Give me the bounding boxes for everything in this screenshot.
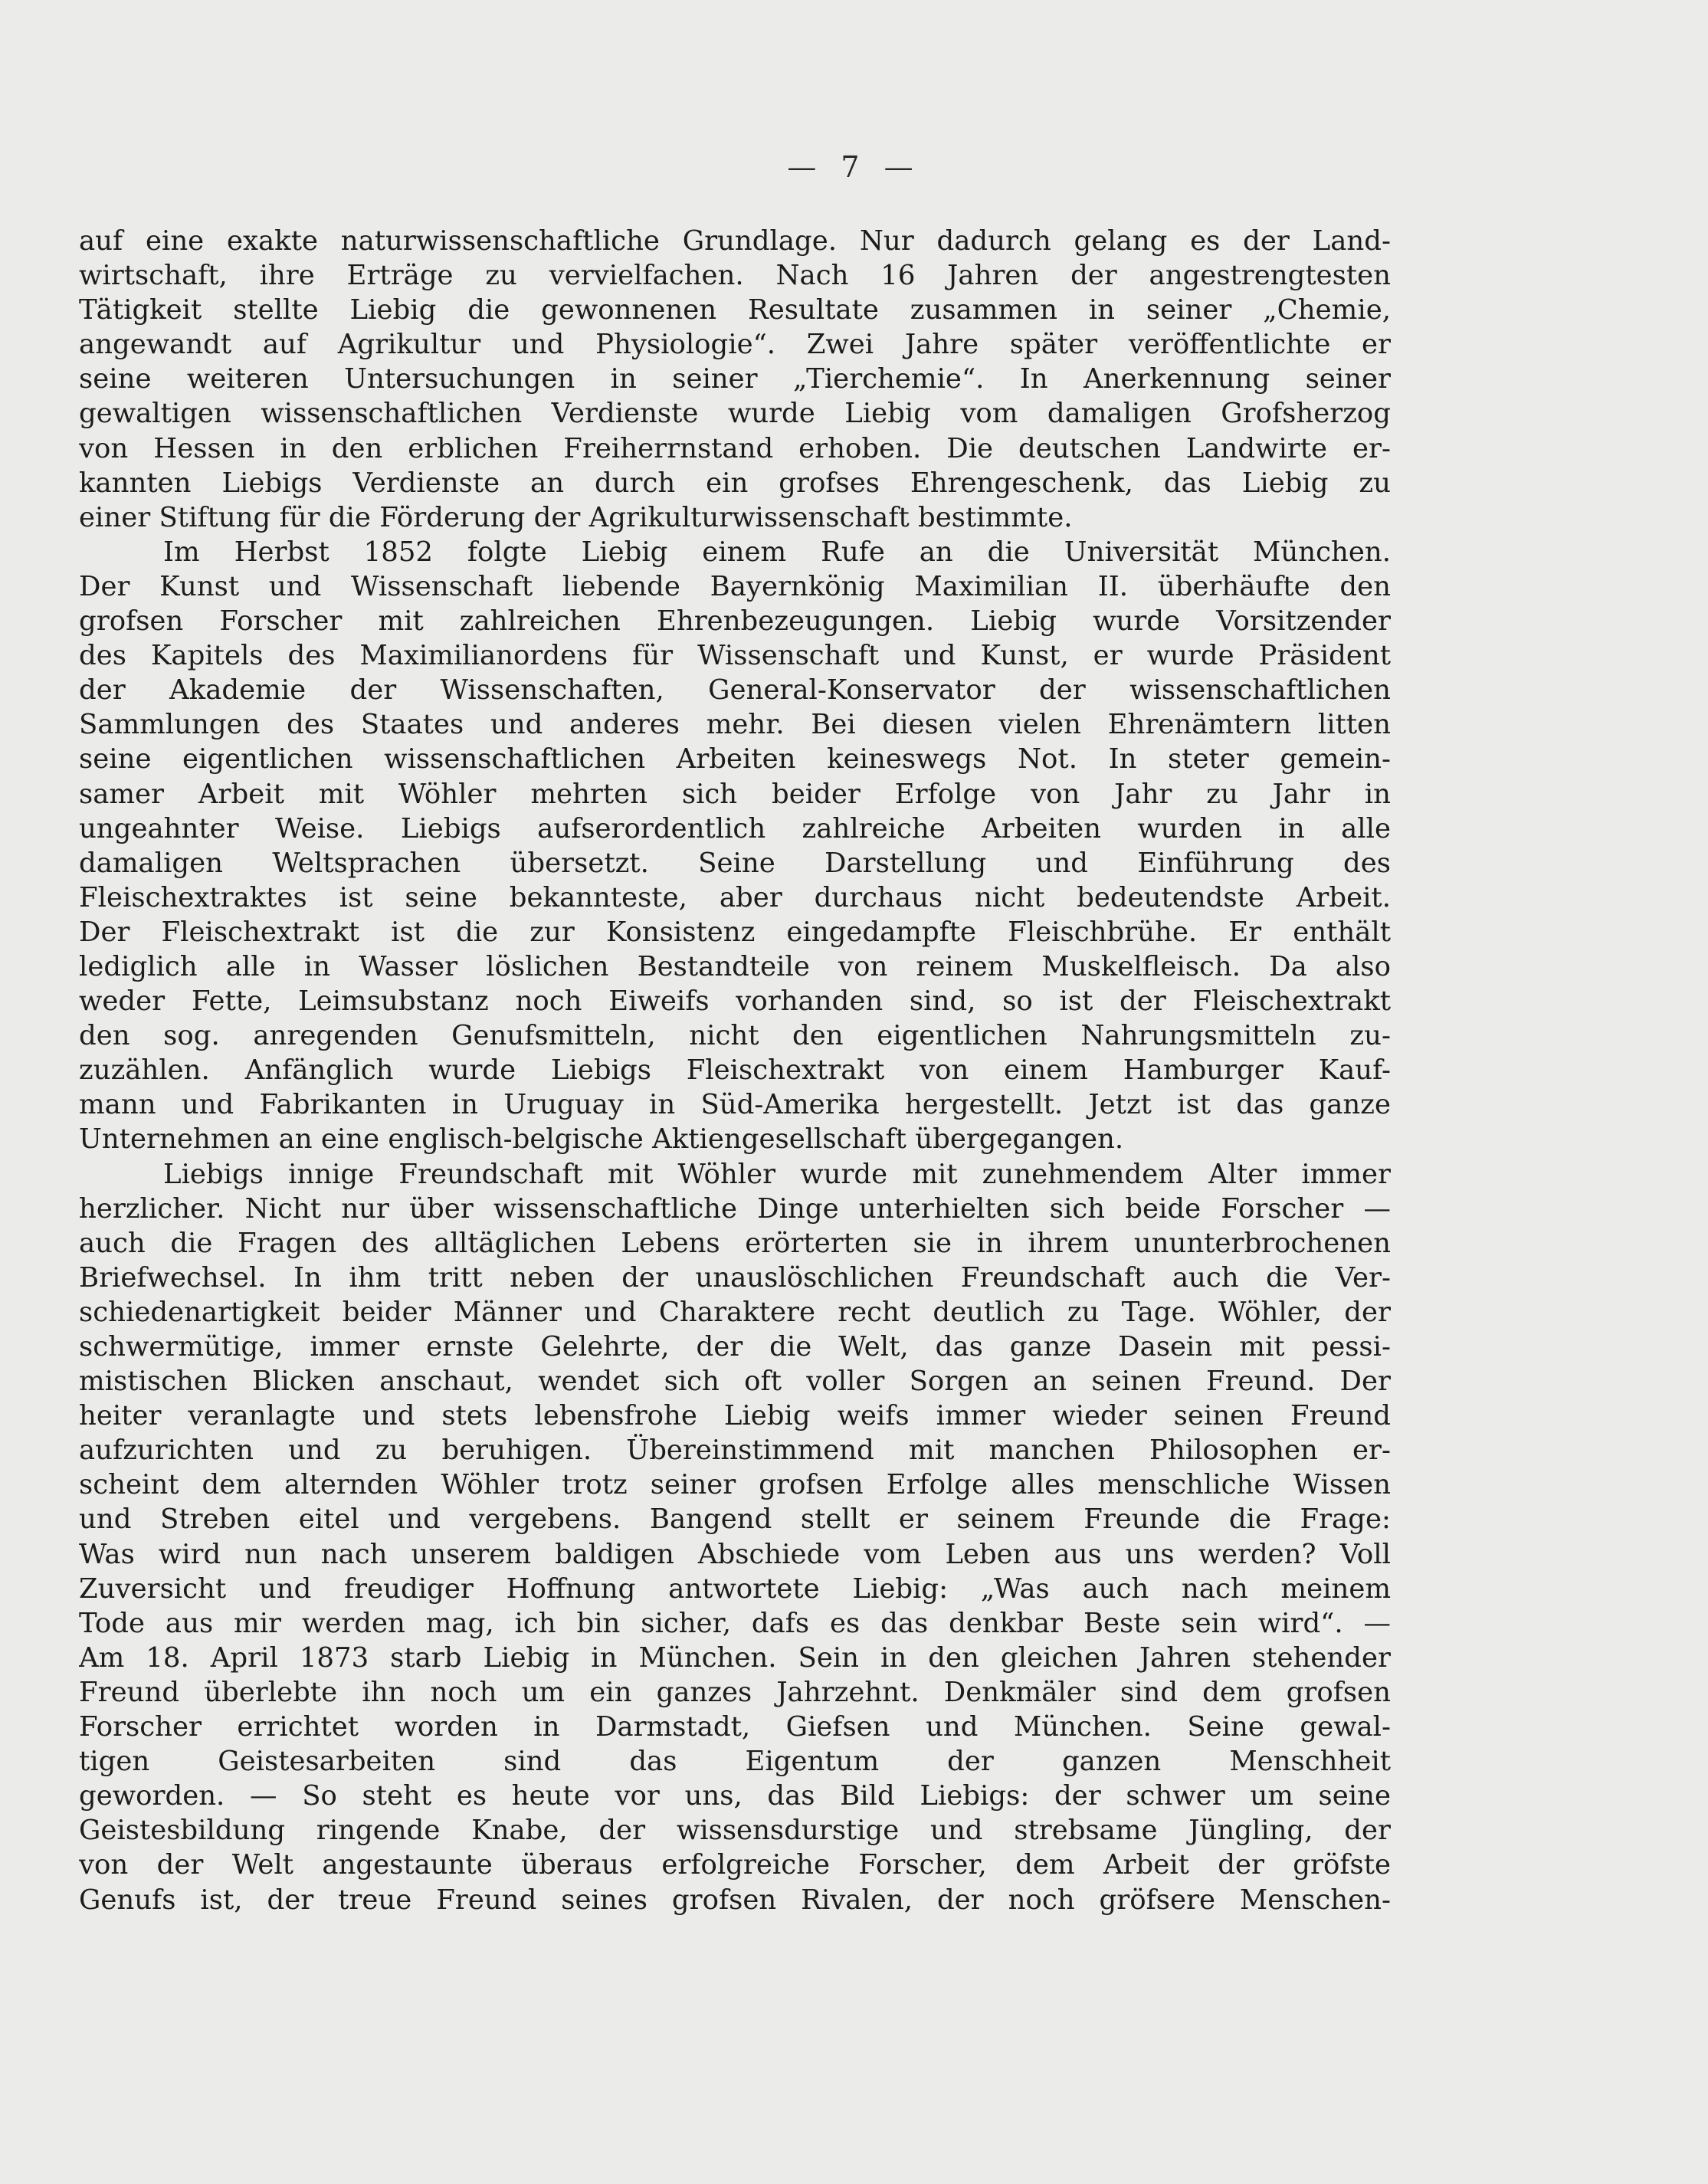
text-line: scheint dem alternden Wöhler trotz seiner grofsen Erfolge alles menschliche Wissen bbox=[79, 1469, 1391, 1501]
text-line: Forscher errichtet worden in Darmstadt, Giefsen und München. Seine gewal- bbox=[79, 1711, 1391, 1743]
text-line: Was wird nun nach unserem baldigen Abschiede vom Leben aus uns werden? Voll bbox=[79, 1538, 1391, 1570]
text-line: seine eigentlichen wissenschaftlichen Arbeiten keineswegs Not. In steter gemein- bbox=[79, 743, 1391, 776]
text-line: Freund überlebte ihn noch um ein ganzes Jahrzehnt. Denkmäler sind dem grofsen bbox=[79, 1676, 1391, 1708]
text-line: mistischen Blicken anschaut, wendet sich oft voller Sorgen an seinen Freund. Der bbox=[79, 1366, 1391, 1398]
text-line: und Streben eitel und vergebens. Bangend stellt er seinem Freunde die Frage: bbox=[79, 1504, 1391, 1536]
page-number: — 7 — bbox=[787, 150, 921, 184]
text-line: kannten Liebigs Verdienste an durch ein grofses Ehrengeschenk, das Liebig zu bbox=[79, 467, 1391, 499]
text-line: Geistesbildung ringende Knabe, der wissensdurstige und strebsame Jüngling, der bbox=[79, 1815, 1391, 1847]
paragraph-start-line: Im Herbst 1852 folgte Liebig einem Rufe an die Universität München. bbox=[163, 536, 1391, 568]
text-line: Zuversicht und freudiger Hoffnung antwortete Liebig: „Was auch nach meinem bbox=[79, 1572, 1391, 1605]
text-line: angewandt auf Agrikultur und Physiologie“. Zwei Jahre später veröffentlichte er bbox=[79, 329, 1391, 361]
text-line: auch die Fragen des alltäglichen Lebens erörterten sie in ihrem ununterbrochenen bbox=[79, 1227, 1391, 1259]
text-line: Fleischextraktes ist seine bekannteste, aber durchaus nicht bedeutendste Arbeit. bbox=[79, 881, 1391, 913]
text-line: Am 18. April 1873 starb Liebig in München. Sein in den gleichen Jahren stehender bbox=[79, 1641, 1391, 1674]
text-line: der Akademie der Wissenschaften, General-Konservator der wissenschaftlichen bbox=[79, 674, 1391, 707]
text-line: aufzurichten und zu beruhigen. Übereinstimmend mit manchen Philosophen er- bbox=[79, 1435, 1391, 1467]
text-line: von der Welt angestaunte überaus erfolgreiche Forscher, dem Arbeit der gröfste bbox=[79, 1849, 1391, 1881]
text-line: samer Arbeit mit Wöhler mehrten sich beider Erfolge von Jahr zu Jahr in bbox=[79, 778, 1391, 810]
text-line: auf eine exakte naturwissenschaftliche Grundlage. Nur dadurch gelang es der Land- bbox=[79, 225, 1391, 257]
text-line: Der Kunst und Wissenschaft liebende Bayernkönig Maximilian II. überhäufte den bbox=[79, 570, 1391, 602]
text-line: weder Fette, Leimsubstanz noch Eiweifs vorhanden sind, so ist der Fleischextrakt bbox=[79, 985, 1391, 1018]
text-line: den sog. anregenden Genufsmitteln, nicht den eigentlichen Nahrungsmitteln zu- bbox=[79, 1020, 1391, 1052]
text-line: Sammlungen des Staates und anderes mehr. Bei diesen vielen Ehrenämtern litten bbox=[79, 709, 1391, 741]
text-line: damaligen Weltsprachen übersetzt. Seine Darstellung und Einführung des bbox=[79, 847, 1391, 879]
text-line: Briefwechsel. In ihm tritt neben der unauslöschlichen Freundschaft auch die Ver- bbox=[79, 1261, 1391, 1294]
text-line: herzlicher. Nicht nur über wissenschaftliche Dinge unterhielten sich beide Forscher — bbox=[79, 1192, 1391, 1225]
text-line: geworden. — So steht es heute vor uns, das Bild Liebigs: der schwer um seine bbox=[79, 1780, 1391, 1812]
text-line: Unternehmen an eine englisch-belgische Aktiengesellschaft übergegangen. bbox=[79, 1123, 1124, 1156]
text-line: lediglich alle in Wasser löslichen Bestandteile von reinem Muskelfleisch. Da also bbox=[79, 950, 1391, 982]
text-line: Der Fleischextrakt ist die zur Konsistenz eingedampfte Fleischbrühe. Er enthält bbox=[79, 916, 1391, 948]
text-line: wirtschaft, ihre Erträge zu vervielfachen. Nach 16 Jahren der angestrengtesten bbox=[79, 260, 1391, 292]
text-line: des Kapitels des Maximilianordens für Wissenschaft und Kunst, er wurde Präsident bbox=[79, 640, 1391, 672]
text-line: heiter veranlagte und stets lebensfrohe Liebig weifs immer wieder seinen Freund bbox=[79, 1400, 1391, 1432]
text-line: tigen Geistesarbeiten sind das Eigentum der ganzen Menschheit bbox=[79, 1746, 1391, 1778]
text-line: Tode aus mir werden mag, ich bin sicher, dafs es das denkbar Beste sein wird“. — bbox=[79, 1607, 1391, 1639]
text-line: Genufs ist, der treue Freund seines grofsen Rivalen, der noch gröfsere Menschen- bbox=[79, 1884, 1391, 1916]
body-text bbox=[79, 224, 1391, 1917]
paragraph-start-line: Liebigs innige Freundschaft mit Wöhler wurde mit zunehmendem Alter immer bbox=[163, 1158, 1391, 1190]
text-line: ungeahnter Weise. Liebigs aufserordentlich zahlreiche Arbeiten wurden in alle bbox=[79, 812, 1391, 844]
text-line: von Hessen in den erblichen Freiherrnstand erhoben. Die deutschen Landwirte er- bbox=[79, 432, 1391, 464]
text-line: grofsen Forscher mit zahlreichen Ehrenbezeugungen. Liebig wurde Vorsitzender bbox=[79, 605, 1391, 638]
text-line: seine weiteren Untersuchungen in seiner „Tierchemie“. In Anerkennung seiner bbox=[79, 363, 1391, 395]
text-line: zuzählen. Anfänglich wurde Liebigs Fleischextrakt von einem Hamburger Kauf- bbox=[79, 1054, 1391, 1087]
text-line: gewaltigen wissenschaftlichen Verdienste wurde Liebig vom damaligen Grofsherzog bbox=[79, 398, 1391, 430]
text-line: Tätigkeit stellte Liebig die gewonnenen Resultate zusammen in seiner „Chemie, bbox=[79, 294, 1391, 326]
text-line: einer Stiftung für die Förderung der Agrikulturwissenschaft bestimmte. bbox=[79, 501, 1073, 533]
text-line: schiedenartigkeit beider Männer und Charaktere recht deutlich zu Tage. Wöhler, der bbox=[79, 1296, 1391, 1328]
text-line: mann und Fabrikanten in Uruguay in Süd-Amerika hergestellt. Jetzt ist das ganze bbox=[79, 1089, 1391, 1121]
text-line: schwermütige, immer ernste Gelehrte, der die Welt, das ganze Dasein mit pessi- bbox=[79, 1331, 1391, 1363]
